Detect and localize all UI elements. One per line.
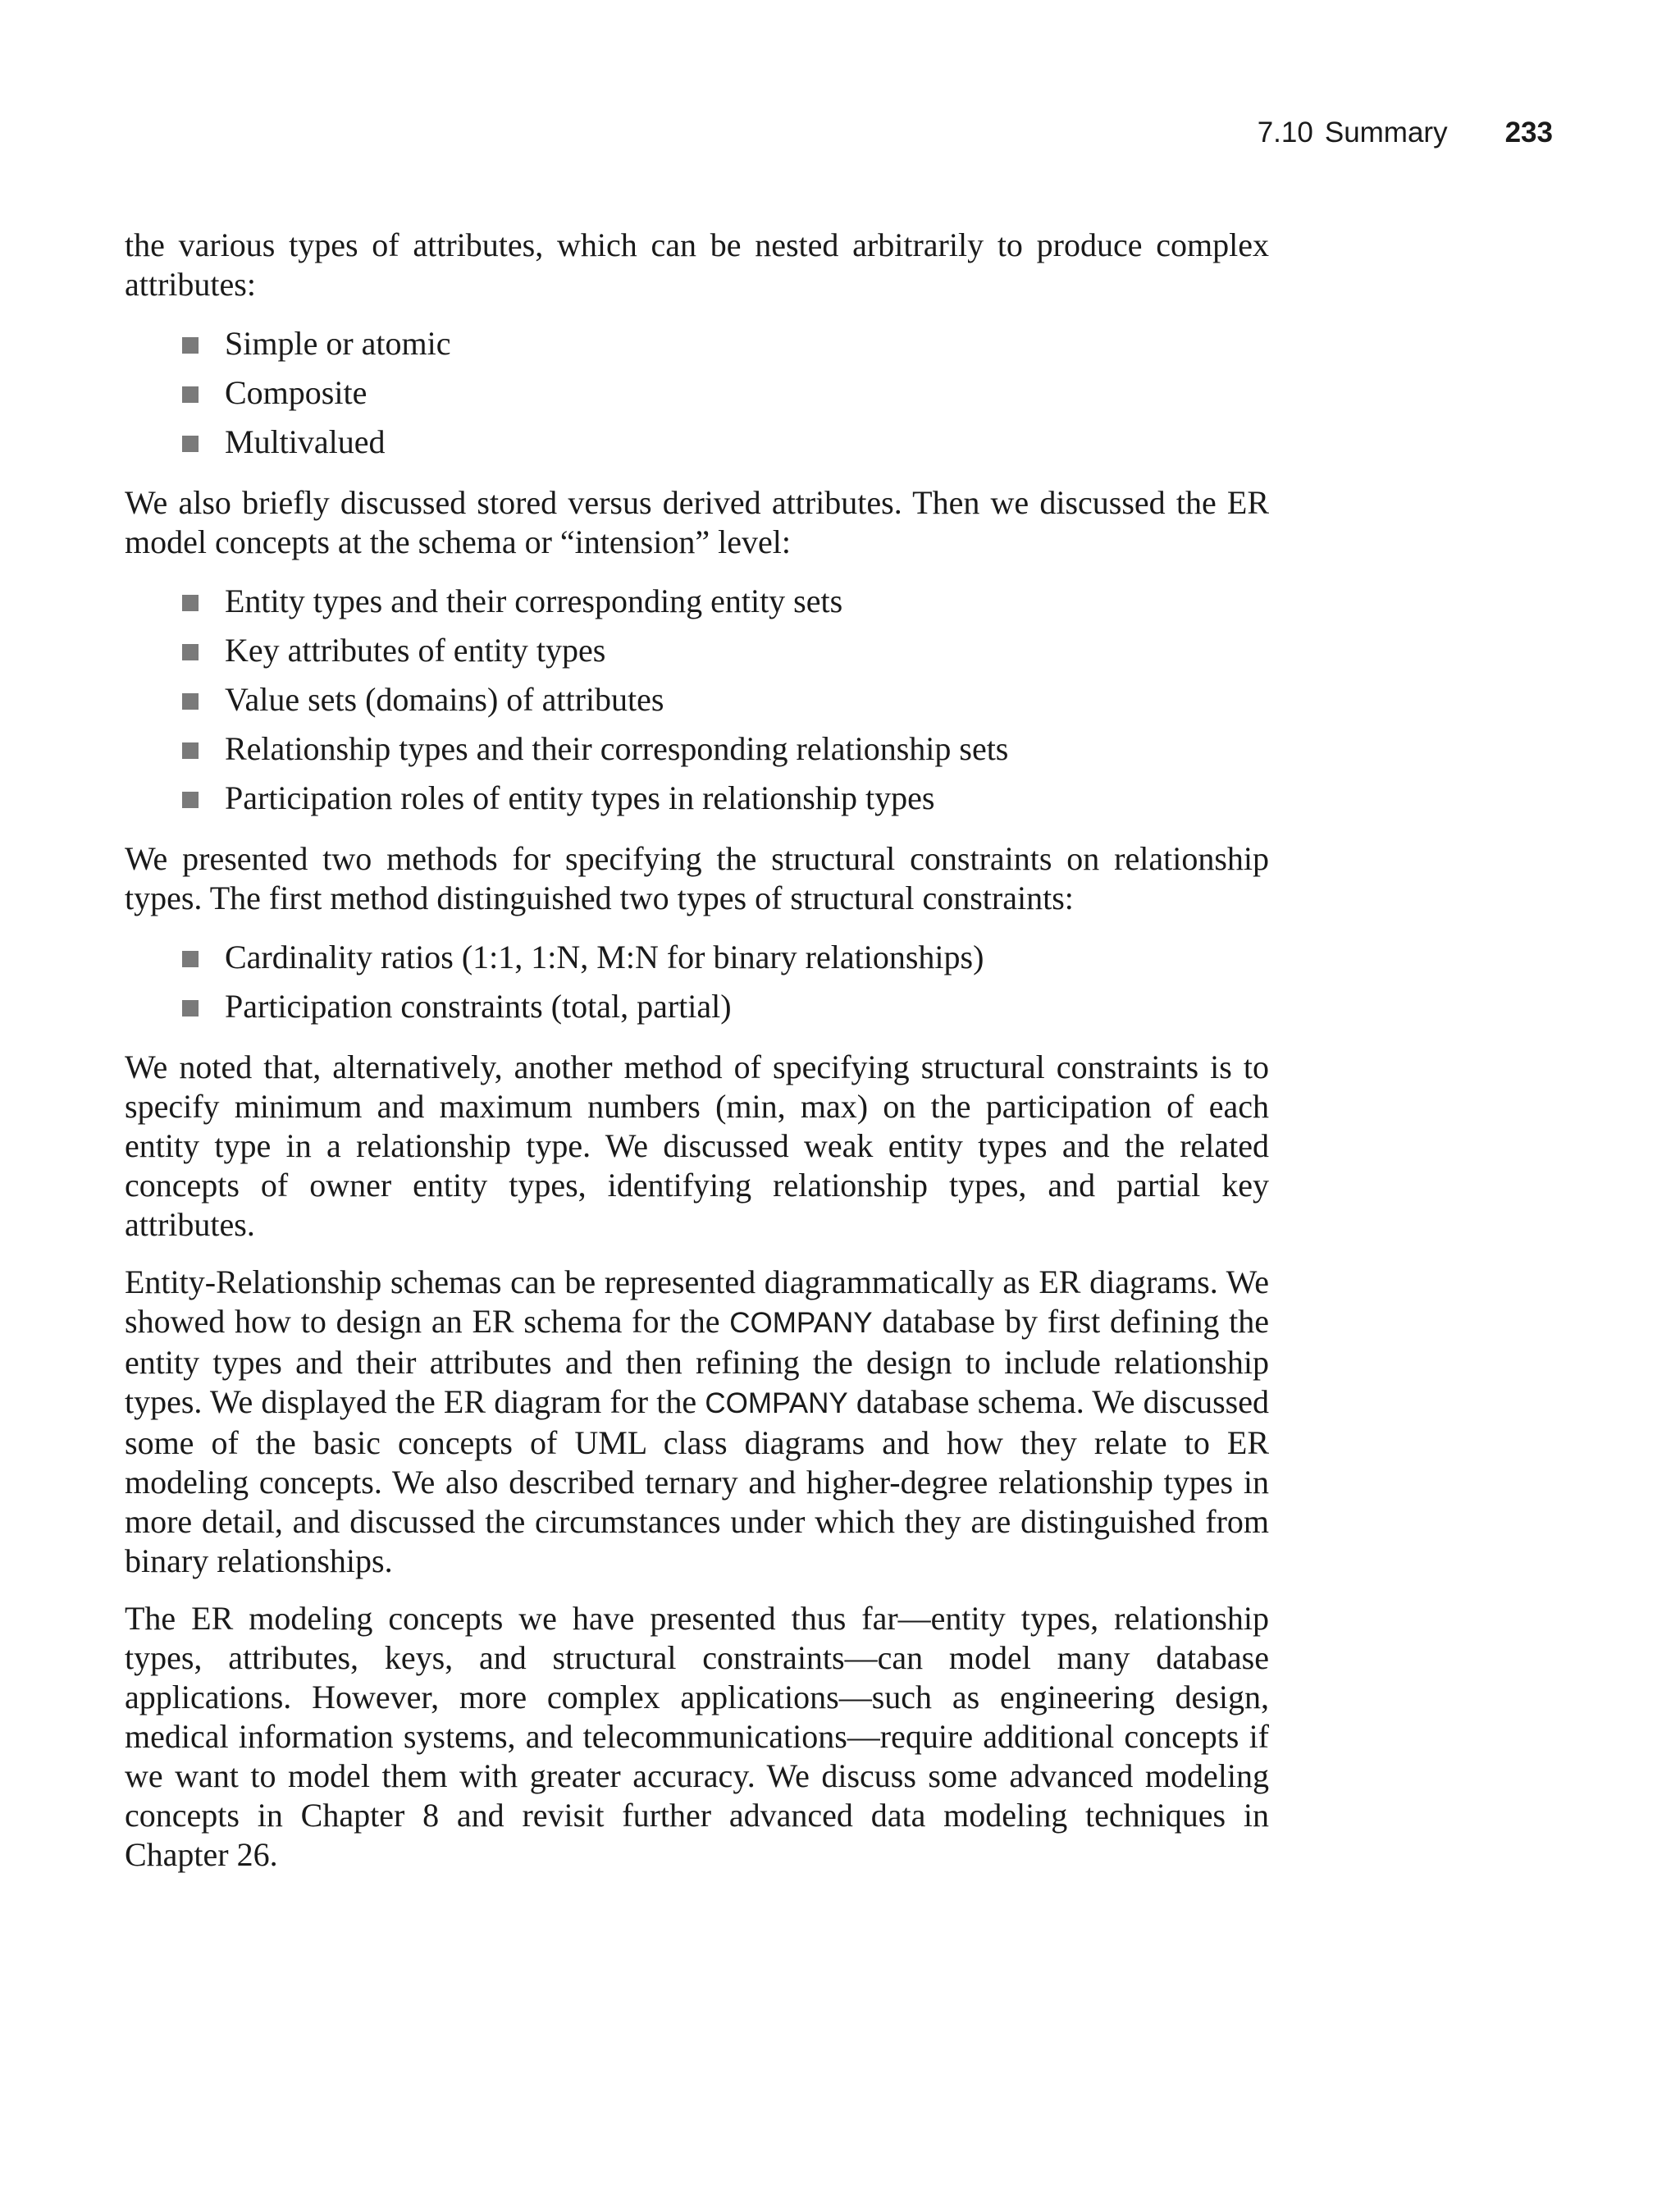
square-bullet-icon [182,951,199,967]
list-item [182,774,1269,823]
list-item [182,319,1269,368]
list-item-text: Relationship types and their corresponding relationship sets [225,730,1009,767]
page-body [125,226,1269,1875]
methods-paragraph: We presented two methods for specifying the structural constraints on relationship types. The first method distinguished two types of structural constraints: [125,840,1269,916]
list-item [182,626,1269,675]
er-diagrams-text-2: database by first defining the entity types and their attributes and then refining the design to include relationship types. We displayed the ER diagram for the [125,1303,1269,1420]
er-diagrams-text-1: Entity-Relationship schemas can be represented diagrammatically as ER diagrams. We showed how to design an ER schema for the [125,1263,1269,1340]
section-title: Summary [1324,116,1448,148]
square-bullet-icon [182,693,199,710]
list-item [182,368,1269,418]
list-item-text: Simple or atomic [225,325,451,362]
page-number: 233 [1504,116,1553,148]
er-diagrams-text-3: database schema. We discussed some of the basic concepts of UML class diagrams and how they relate to ER modeling concepts. We also described ternary and higher-degree relationship types in more detail, and discussed the circumstances under which they are distinguished from binary relationships. [125,1383,1269,1579]
square-bullet-icon [182,644,199,660]
list-item-text: Participation roles of entity types in relationship types [225,779,935,816]
running-head [1258,115,1553,151]
square-bullet-icon [182,436,199,452]
list-item [182,982,1269,1031]
square-bullet-icon [182,1000,199,1016]
list-item-text: Value sets (domains) of attributes [225,681,664,718]
list-item [182,577,1269,626]
square-bullet-icon [182,337,199,354]
list-item [182,933,1269,982]
min-max-paragraph: We noted that, alternatively, another method of specifying structural constraints is to specify minimum and maximum numbers (min, max) on the participation of each entity type in a relationship type. We discussed weak entity types and the related concepts of owner entity types, identifying relationship types, and partial key attributes. [125,1048,1269,1243]
constraint-types-list [125,933,1269,1031]
list-item-text: Cardinality ratios (1:1, 1:N, M:N for binary relationships) [225,939,984,975]
section-number: 7.10 [1257,116,1313,148]
square-bullet-icon [182,792,199,808]
list-item [182,418,1269,467]
square-bullet-icon [182,386,199,403]
list-item-text: Entity types and their corresponding entity sets [225,582,843,619]
list-item-text: Participation constraints (total, partial) [225,988,732,1025]
er-diagrams-paragraph [125,1263,1269,1581]
attribute-types-list [125,319,1269,467]
company-term: COMPANY [705,1387,848,1419]
square-bullet-icon [182,595,199,611]
advanced-concepts-paragraph: The ER modeling concepts we have presented thus far—entity types, relationship types, attributes, keys, and structural constraints—can model many database applications. However, more complex applications—such as engineering design, medical information systems, and telecommunications—require additional concepts if we want to model them with greater accuracy. We discuss some advanced modeling concepts in Chapter 8 and revisit further advanced data modeling techniques in Chapter 26. [125,1600,1269,1873]
schema-level-paragraph: We also briefly discussed stored versus derived attributes. Then we discussed the ER model concepts at the schema or “intension” level: [125,484,1269,560]
list-item [182,724,1269,774]
list-item [182,675,1269,724]
list-item-text: Composite [225,374,368,411]
intro-paragraph: the various types of attributes, which can be nested arbitrarily to produce complex attributes: [125,226,1269,303]
company-term: COMPANY [729,1307,873,1339]
schema-concepts-list [125,577,1269,823]
list-item-text: Key attributes of entity types [225,632,606,669]
square-bullet-icon [182,742,199,759]
list-item-text: Multivalued [225,423,386,460]
